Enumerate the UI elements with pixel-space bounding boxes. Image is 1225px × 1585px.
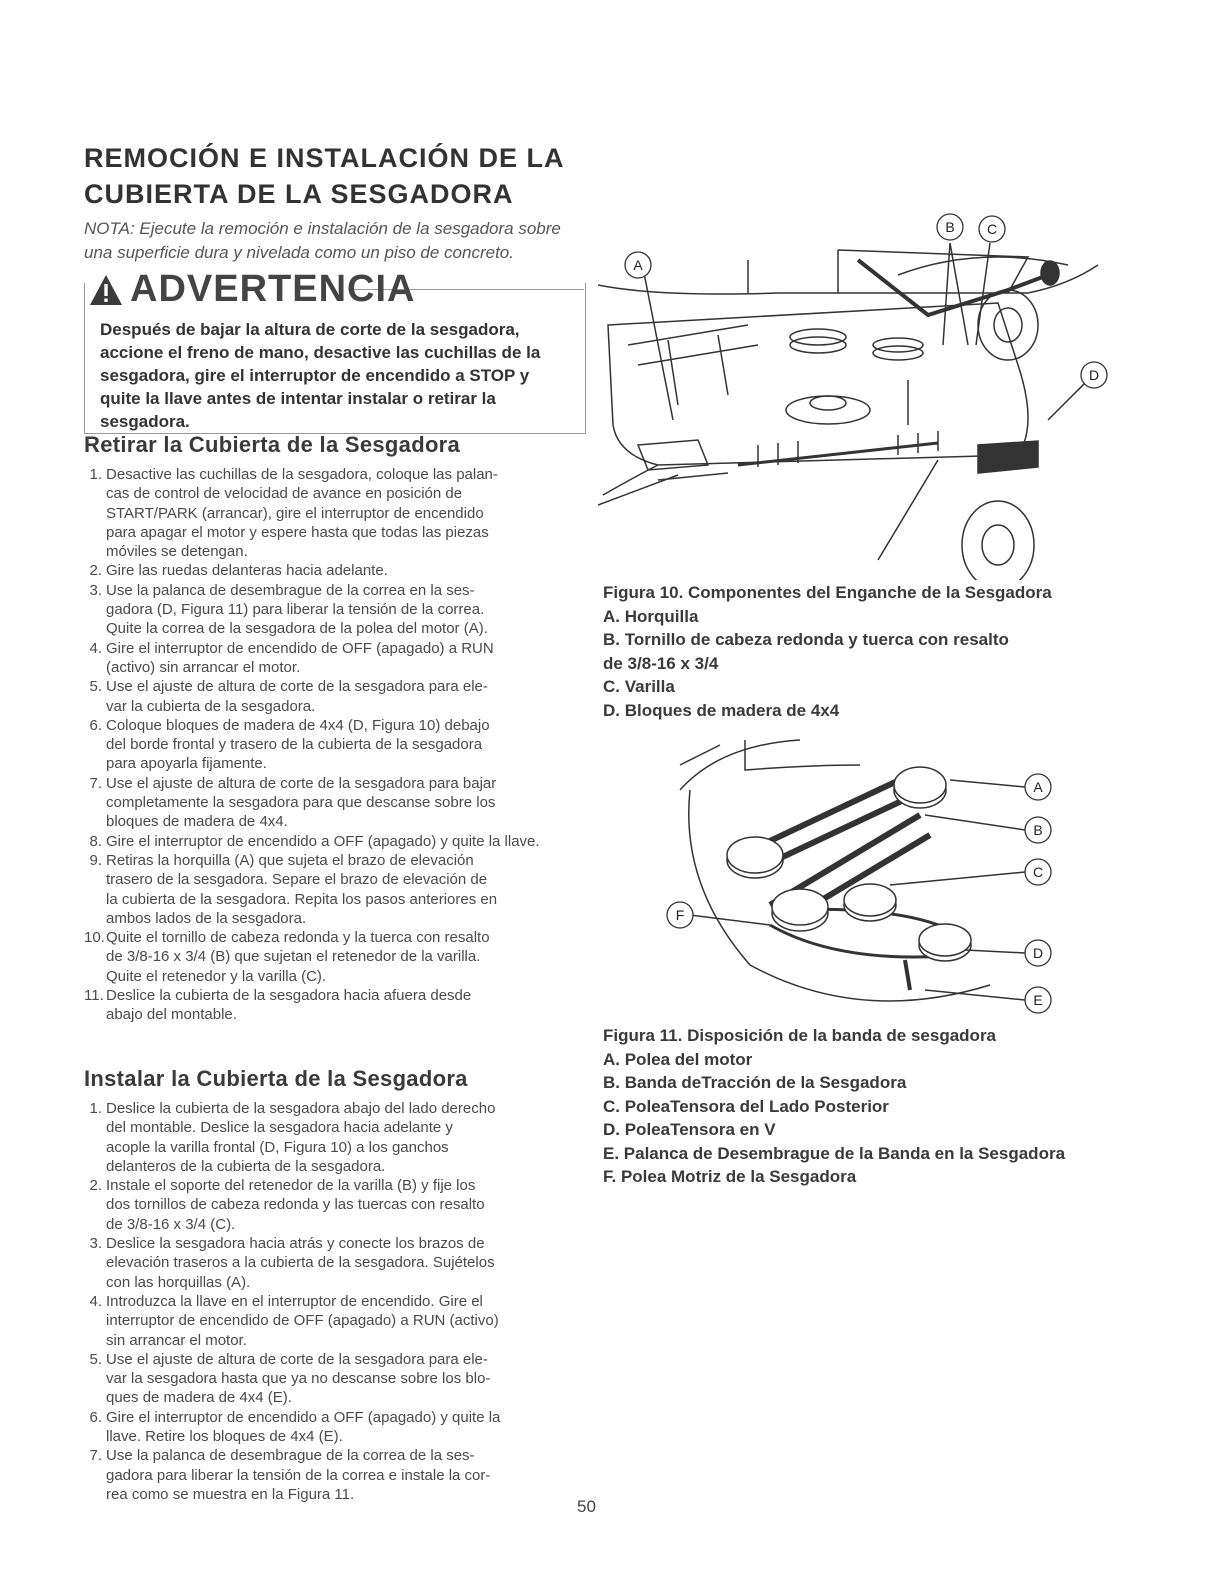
figure-11-item: F. Polea Motriz de la Sesgadora — [603, 1167, 857, 1186]
step-line: Gire las ruedas delanteras hacia adelante. — [106, 562, 388, 580]
step-item — [84, 1408, 584, 1447]
step-line: cas de control de velocidad de avance en posición de — [106, 485, 463, 503]
fig10-callout-b: B — [945, 219, 955, 235]
step-line: bloques de madera de 4x4. — [106, 813, 288, 831]
step-number: 3. — [89, 581, 102, 599]
step-line: para apagar el motor y espere hasta que todas las piezas — [106, 523, 489, 541]
step-number: 4. — [89, 1292, 102, 1310]
warning-text — [100, 318, 540, 433]
step-line: ques de madera de 4x4 (E). — [106, 1389, 292, 1407]
fig11-callout-b: B — [1033, 822, 1043, 838]
step-number: 1. — [89, 1100, 102, 1117]
step-number: 8. — [89, 832, 102, 850]
figure-11-item: D. PoleaTensora en V — [603, 1120, 776, 1139]
step-line: Retiras la horquilla (A) que sujeta el brazo de elevación — [106, 851, 474, 869]
step-number: 5. — [89, 1350, 102, 1368]
step-line: Use la palanca de desembrague de la correa en la ses- — [106, 581, 475, 599]
step-line: para apoyarla fijamente. — [106, 755, 267, 773]
step-item — [84, 928, 584, 986]
step-line: Instale el soporte del retenedor de la varilla (B) y fije los — [106, 1177, 476, 1195]
step-line: del montable. Deslice la sesgadora hacia adelante y — [106, 1119, 453, 1137]
figure-10-item: de 3/8-16 x 3/4 — [603, 653, 719, 673]
figure-11-illustration — [660, 735, 1060, 1020]
step-line: gadora para liberar la tensión de la correa e instale la cor- — [106, 1466, 491, 1484]
step-line: Introduzca la llave en el interruptor de encendido. Gire el — [106, 1292, 483, 1310]
step-number: 6. — [89, 1408, 102, 1426]
step-number: 7. — [89, 774, 102, 792]
step-item — [84, 851, 584, 928]
step-line: rea como se muestra en la Figura 11. — [106, 1485, 355, 1503]
step-item — [84, 774, 584, 832]
step-number: 4. — [89, 639, 102, 657]
step-item — [84, 561, 584, 580]
step-line: var la cubierta de la sesgadora. — [106, 697, 316, 715]
step-line: START/PARK (arrancar), gire el interruptor de encendido — [106, 504, 484, 522]
step-item — [84, 677, 584, 716]
figure-10-caption-title: Figura 10. Componentes del Enganche de la Sesgadora — [603, 583, 1052, 602]
warning-line: Después de bajar la altura de corte de la sesgadora, — [100, 320, 520, 339]
warning-header — [88, 268, 415, 311]
fig11-callout-f: F — [675, 907, 685, 923]
note-line-2: una superficie dura y nivelada como un piso de concreto. — [84, 243, 514, 262]
install-steps-list — [84, 1099, 584, 1504]
step-item — [84, 1446, 584, 1504]
title-line-2: CUBIERTA DE LA SESGADORA — [84, 179, 514, 209]
step-item — [84, 465, 584, 561]
fig10-callout-d: D — [1088, 367, 1100, 383]
step-line: Deslice la sesgadora hacia atrás y conecte los brazos de — [106, 1235, 485, 1253]
step-line: Use el ajuste de altura de corte de la sesgadora para bajar — [106, 774, 497, 792]
figure-11-item: B. Banda deTracción de la Sesgadora — [603, 1073, 907, 1092]
step-line: (activo) sin arrancar el motor. — [106, 658, 301, 676]
note-line-1: NOTA: Ejecute la remoción e instalación de la sesgadora sobre — [84, 219, 561, 238]
step-line: la cubierta de la sesgadora. Repita los pasos anteriores en — [106, 890, 498, 908]
step-number: 11. — [84, 987, 104, 1005]
page-number: 50 — [577, 1497, 596, 1516]
note — [84, 217, 561, 265]
step-line: Use el ajuste de altura de corte de la sesgadora para ele- — [106, 1350, 488, 1368]
step-item — [84, 832, 584, 851]
figure-11-item: C. PoleaTensora del Lado Posterior — [603, 1096, 889, 1116]
step-line: sin arrancar el motor. — [106, 1331, 247, 1349]
step-line: de 3/8-16 x 3/4 (C). — [106, 1215, 236, 1233]
step-line: gadora (D, Figura 11) para liberar la tensión de la correa. — [106, 601, 485, 619]
step-line: delanteros de la cubierta de la sesgadora. — [106, 1157, 386, 1175]
step-line: Quite la correa de la sesgadora de la polea del motor (A). — [106, 620, 488, 638]
step-line: dos tornillos de cabeza redonda y las tuercas con resalto — [106, 1196, 485, 1214]
fig11-callout-d: D — [1032, 945, 1044, 961]
step-line: trasero de la sesgadora. Separe el brazo de elevación de — [106, 871, 488, 889]
step-number: 6. — [89, 716, 102, 734]
step-line: Gire el interruptor de encendido a OFF (apagado) y quite la llave. — [106, 832, 540, 850]
step-line: Deslice la cubierta de la sesgadora abajo del lado derecho — [106, 1100, 496, 1117]
step-line: abajo del montable. — [106, 1006, 237, 1024]
warning-line: sesgadora. — [100, 412, 190, 431]
figure-10-item: A. Horquilla — [603, 606, 699, 626]
step-line: Deslice la cubierta de la sesgadora hacia afuera desde — [106, 987, 472, 1005]
step-item — [84, 1176, 584, 1234]
step-line: Gire el interruptor de encendido de OFF (apagado) a RUN — [106, 639, 494, 657]
step-line: Desactive las cuchillas de la sesgadora, coloque las palan- — [106, 466, 498, 483]
step-line: con las horquillas (A). — [106, 1273, 251, 1291]
figure-11-caption-title: Figura 11. Disposición de la banda de sesgadora — [603, 1026, 997, 1045]
step-line: Gire el interruptor de encendido a OFF (apagado) y quite la — [106, 1408, 501, 1426]
step-line: Use la palanca de desembrague de la correa de la ses- — [106, 1447, 475, 1465]
step-line: interruptor de encendido de OFF (apagado) a RUN (activo) — [106, 1312, 499, 1330]
step-item — [84, 716, 584, 774]
step-line: llave. Retire los bloques de 4x4 (E). — [106, 1428, 343, 1446]
step-number: 2. — [89, 1177, 102, 1195]
step-line: de 3/8-16 x 3/4 (B) que sujetan el retenedor de la varilla. — [106, 948, 481, 966]
step-item — [84, 1234, 584, 1292]
figure-10-caption — [603, 581, 1052, 722]
step-line: móviles se detengan. — [106, 543, 248, 561]
figure-11-item: E. Palanca de Desembrague de la Banda en la Sesgadora — [603, 1143, 1066, 1163]
step-line: Coloque bloques de madera de 4x4 (D, Figura 10) debajo — [106, 716, 490, 734]
fig11-callout-a: A — [1033, 779, 1043, 795]
warning-line: quite la llave antes de intentar instalar o retirar la — [100, 389, 496, 408]
step-number: 5. — [89, 678, 102, 696]
step-item — [84, 639, 584, 678]
step-line: completamente la sesgadora para que descanse sobre los — [106, 794, 496, 812]
step-item — [84, 581, 584, 639]
step-item — [84, 1099, 584, 1176]
step-number: 3. — [89, 1235, 102, 1253]
fig10-callout-c: C — [986, 221, 998, 237]
remove-steps-list — [84, 465, 584, 1025]
install-heading: Instalar la Cubierta de la Sesgadora — [84, 1066, 468, 1091]
step-number: 1. — [89, 466, 102, 483]
title-line-1: REMOCIÓN E INSTALACIÓN DE LA — [84, 143, 565, 173]
warning-triangle-icon — [88, 273, 124, 307]
step-line: Quite el tornillo de cabeza redonda y la tuerca con resalto — [106, 929, 490, 947]
step-item — [84, 986, 584, 1025]
fig11-callout-c: C — [1032, 864, 1044, 880]
figure-10-item: C. Varilla — [603, 677, 675, 696]
warning-line: accione el freno de mano, desactive las cuchillas de la — [100, 343, 541, 362]
step-number: 9. — [89, 851, 102, 869]
figure-10-item: D. Bloques de madera de 4x4 — [603, 700, 840, 720]
remove-heading: Retirar la Cubierta de la Sesgadora — [84, 432, 461, 457]
fig10-callout-a: A — [633, 257, 643, 273]
step-number: 7. — [89, 1447, 102, 1465]
step-line: acople la varilla frontal (D, Figura 10) a los ganchos — [106, 1138, 449, 1156]
fig11-callout-e: E — [1033, 992, 1043, 1008]
figure-11-item: A. Polea del motor — [603, 1049, 753, 1069]
step-line: del borde frontal y trasero de la cubierta de la sesgadora — [106, 736, 483, 754]
step-item — [84, 1350, 584, 1408]
step-line: Quite el retenedor y la varilla (C). — [106, 967, 327, 985]
figure-11-caption — [603, 1024, 1065, 1189]
warning-line: sesgadora, gire el interruptor de encendido a STOP y — [100, 366, 530, 385]
figure-10-item: B. Tornillo de cabeza redonda y tuerca con resalto — [603, 630, 1009, 649]
step-line: Use el ajuste de altura de corte de la sesgadora para ele- — [106, 678, 488, 696]
step-number: 2. — [89, 562, 102, 580]
figure-10-illustration — [598, 205, 1110, 580]
step-line: elevación traseros a la cubierta de la sesgadora. Sujételos — [106, 1254, 495, 1272]
step-line: ambos lados de la sesgadora. — [106, 909, 307, 927]
step-item — [84, 1292, 584, 1350]
step-line: var la sesgadora hasta que ya no descanse sobre los blo- — [106, 1370, 491, 1388]
warning-title: ADVERTENCIA — [130, 268, 416, 310]
page-title — [84, 140, 565, 212]
step-number: 10. — [84, 929, 105, 947]
